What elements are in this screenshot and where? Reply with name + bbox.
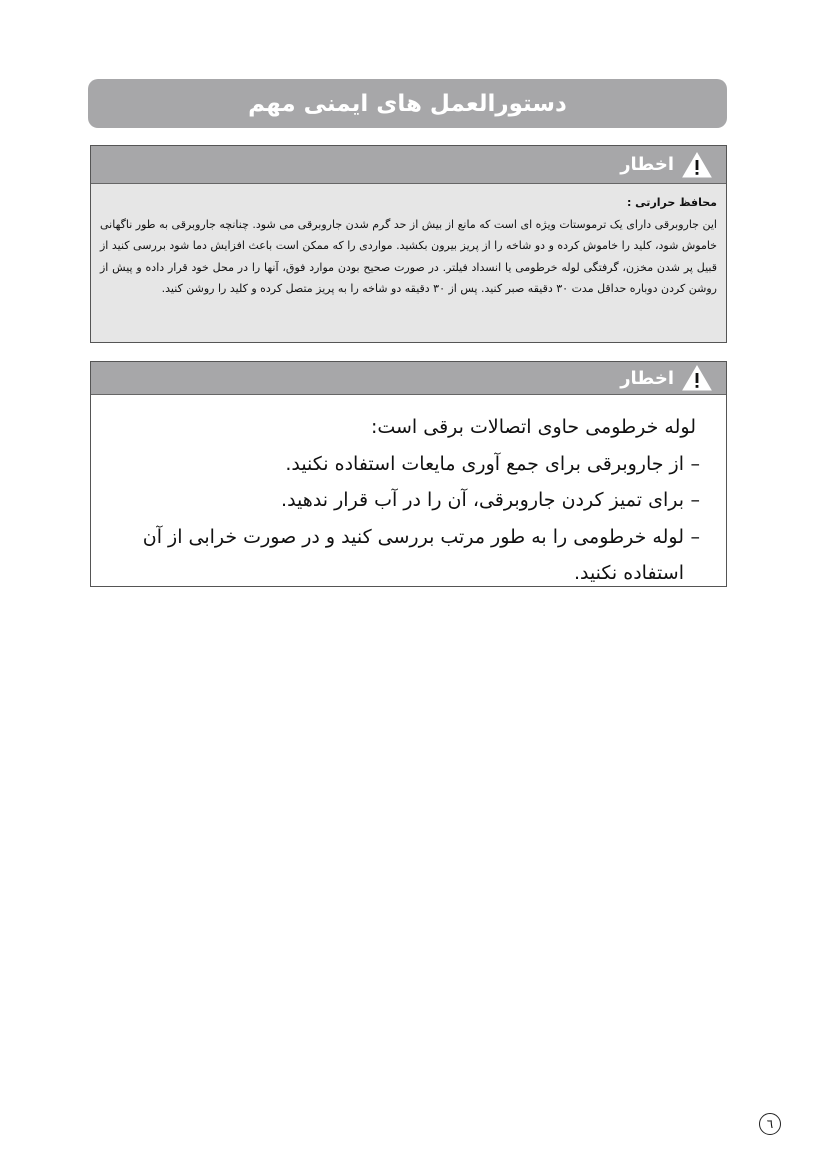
hose-electrical-warning-box bbox=[90, 361, 727, 587]
page-title-bar bbox=[88, 79, 727, 128]
hose-warning-list bbox=[101, 446, 696, 592]
hose-warning-lead: لوله خرطومی حاوی اتصالات برقی است: bbox=[370, 416, 696, 438]
list-item: – از جاروبرقی برای جمع آوری مایعات استفاده نکنید. bbox=[101, 446, 696, 483]
warning-label: اخطار bbox=[620, 154, 674, 175]
warning-triangle-icon bbox=[682, 365, 712, 391]
thermal-protector-heading: محافظ حرارتی : bbox=[626, 196, 717, 209]
warning-triangle-icon bbox=[682, 152, 712, 178]
warning-header bbox=[91, 146, 726, 184]
warning-body bbox=[91, 184, 726, 300]
warning-body bbox=[91, 395, 726, 592]
thermal-protector-paragraph: این جاروبرقی دارای یک ترموستات ویژه ای است که مانع از بیش از حد گرم شدن جاروبرقی می شود. چنانچه جاروبرقی به طور ناگهانی خاموش شود، کلید را خاموش کرده و دو شاخه را از پریز بیرون بکشید. مواردی را که ممکن است باعث افزایش دما شود بررسی کنید از قبیل پر شدن مخزن، گرفتگی لوله خرطومی یا انسداد فیلتر. در صورت صحیح بودن موارد فوق، آنها را در محل خود قرار داده و پیش از روشن کردن دوباره حداقل مدت ۳۰ دقیقه صبر کنید. پس از ۳۰ دقیقه دو شاخه را به پریز متصل کرده و کلید را روشن کنید. bbox=[100, 217, 717, 295]
page-title: دستورالعمل های ایمنی مهم bbox=[248, 90, 567, 117]
page-number: ٦ bbox=[759, 1113, 781, 1135]
thermal-protector-warning-box bbox=[90, 145, 727, 343]
list-item: – لوله خرطومی را به طور مرتب بررسی کنید و در صورت خرابی از آن استفاده نکنید. bbox=[101, 519, 696, 592]
list-item: – برای تمیز کردن جاروبرقی، آن را در آب قرار ندهید. bbox=[101, 482, 696, 519]
warning-label: اخطار bbox=[620, 367, 674, 389]
warning-header bbox=[91, 362, 726, 395]
